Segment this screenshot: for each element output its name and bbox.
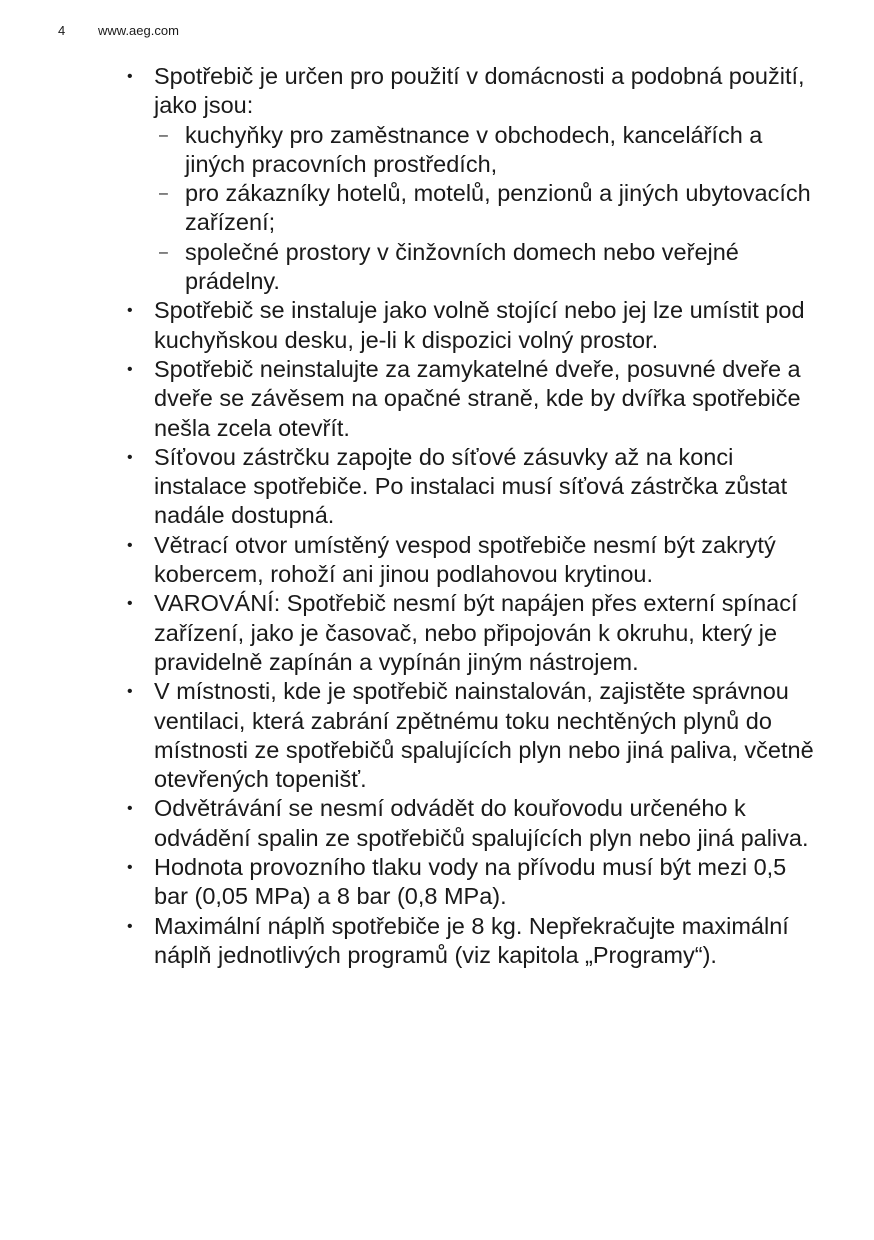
dash-icon: – [159,126,168,144]
bullet-icon: • [127,360,133,378]
bullet-icon: • [127,595,133,613]
list-item [126,677,826,794]
sub-list-item [154,238,826,297]
list-item-text: VAROVÁNÍ: Spotřebič nesmí být napájen přes externí spínací zařízení, jako je časovač, nebo připojován k okruhu, který je pravidelně zapínán a vypínán jiným nástrojem. [154,590,798,675]
bullet-icon: • [127,683,133,701]
dash-icon: – [159,243,168,261]
list-item [126,589,826,677]
dash-icon: – [159,185,168,203]
list-item-text: Maximální náplň spotřebiče je 8 kg. Nepřekračujte maximální náplň jednotlivých programů (viz kapitola „Programy“). [154,912,789,968]
sub-list-item-text: společné prostory v činžovních domech nebo veřejné prádelny. [185,238,739,295]
list-item-text: Síťovou zástrčku zapojte do síťové zásuvky až na konci instalace spotřebiče. Po instalaci musí síťová zástrčka zůstat nadále dostupná. [154,443,788,529]
bullet-icon: • [127,859,133,877]
list-item [126,296,826,355]
sub-list [154,121,826,297]
page-number: 4 [58,23,66,38]
list-item-text: Větrací otvor umístěný vespod spotřebiče nesmí být zakrytý kobercem, rohoží ani jinou podlahovou krytinou. [154,531,776,588]
website-url: www.aeg.com [98,23,179,38]
list-item [126,443,826,531]
safety-instructions [126,62,826,970]
sub-list-item [154,121,826,180]
sub-list-item [154,179,826,238]
list-item-text: Hodnota provozního tlaku vody na přívodu musí být mezi 0,5 bar (0,05 MPa) a 8 bar (0,8 MPa). [154,854,787,910]
list-item [126,794,826,853]
list-item [126,62,826,296]
list-item [126,355,826,443]
list-item-text: V místnosti, kde je spotřebič nainstalován, zajistěte správnou ventilaci, která zabrání zpětnému toku nechtěných plynů do místnosti ze spotřebičů spalujících plyn nebo jiná paliva, včetně otevřených topenišť. [154,678,814,793]
list-item [126,853,826,912]
bullet-icon: • [127,536,133,554]
bullet-icon: • [127,800,133,818]
list-item-text: Spotřebič se instaluje jako volně stojící nebo jej lze umístit pod kuchyňskou desku, je-li k dispozici volný prostor. [154,297,805,353]
list-item [126,912,826,971]
bullet-icon: • [127,917,133,935]
bullet-icon: • [127,448,133,466]
instruction-list [126,62,826,970]
list-item-text: Spotřebič neinstalujte za zamykatelné dveře, posuvné dveře a dveře se závěsem na opačné straně, kde by dvířka spotřebiče nešla zcela otevřít. [154,355,801,441]
list-item [126,531,826,590]
list-item-text: Odvětrávání se nesmí odvádět do kouřovodu určeného k odvádění spalin ze spotřebičů spalujících plyn nebo jiná paliva. [154,795,809,851]
bullet-icon: • [127,302,133,320]
bullet-icon: • [127,68,133,85]
list-item-text: Spotřebič je určen pro použití v domácnosti a podobná použití, jako jsou: [154,63,805,119]
sub-list-item-text: kuchyňky pro zaměstnance v obchodech, kancelářích a jiných pracovních prostředích, [185,121,763,177]
page-header [58,22,179,40]
sub-list-item-text: pro zákazníky hotelů, motelů, penzionů a jiných ubytovacích zařízení; [185,180,811,236]
